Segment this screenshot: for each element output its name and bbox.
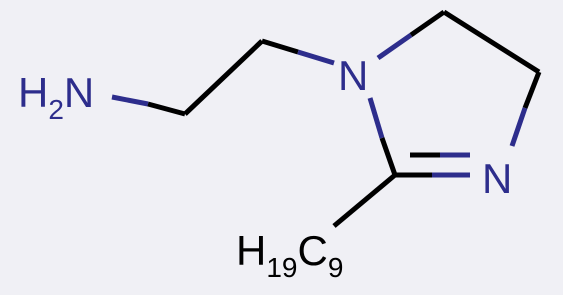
atoms: [18, 52, 512, 283]
bond-n1-c5: [378, 35, 411, 58]
ring-nitrogen-3: N: [482, 155, 513, 202]
ring-nitrogen-1: N: [338, 52, 369, 99]
alkyl-c-count: 9: [327, 252, 344, 283]
bond-c2-n1: [298, 52, 334, 63]
bond-c2-alkyl: [334, 175, 395, 226]
alkyl-h-count: 19: [266, 252, 298, 283]
alkyl-h: H: [236, 227, 267, 274]
bond-amine-n-c1: [112, 97, 148, 104]
bond-amine-n-c1-carbon-half: [148, 104, 185, 114]
bond-n1-c5-carbon-half: [411, 12, 444, 35]
bond-c1-c2: [185, 41, 262, 114]
amine-h: H: [18, 69, 49, 116]
amine-n: N: [63, 69, 95, 116]
bond-n1-c2: [370, 98, 382, 138]
bond-n1-c2-carbon-half: [382, 138, 395, 175]
alkyl-label: [236, 227, 343, 283]
amine-label: [18, 69, 94, 125]
bond-c2-n1-carbon-half: [262, 41, 298, 52]
bond-c4-n3: [512, 108, 525, 146]
bonds: [112, 12, 539, 226]
bond-c4-n3-carbon-half: [525, 72, 539, 108]
alkyl-c: C: [297, 227, 328, 274]
amine-h-subscript: 2: [48, 94, 64, 125]
bond-c5-c4: [444, 12, 539, 72]
